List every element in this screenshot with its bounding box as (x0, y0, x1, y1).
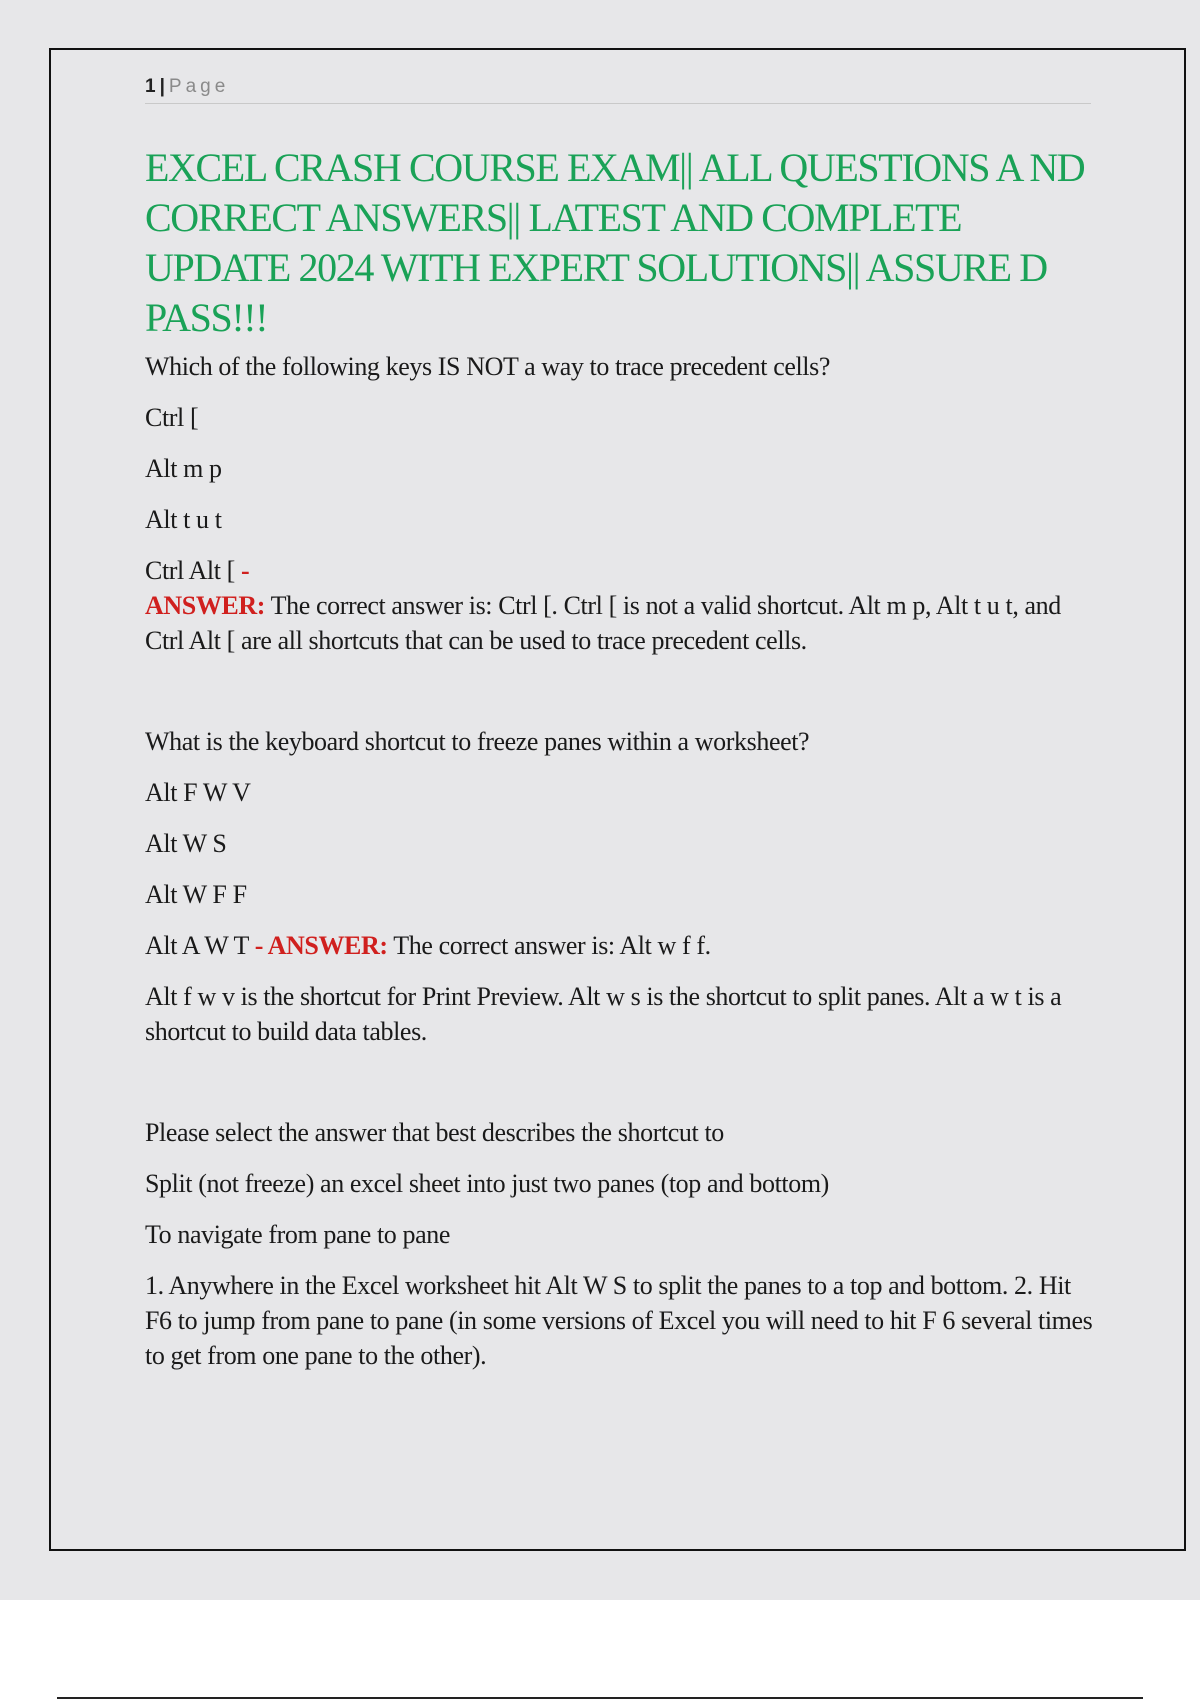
q1-answer-dash: - (241, 556, 250, 585)
q2-explanation: Alt f w v is the shortcut for Print Preview. Alt w s is the shortcut to split panes. Alt a w t is a shortcut to build data tables. (145, 982, 1062, 1046)
q2-question: What is the keyboard shortcut to freeze panes within a worksheet? (145, 727, 810, 756)
next-page-area (0, 1600, 1200, 1700)
page-header-separator: | (159, 76, 165, 97)
page-header (145, 75, 1091, 104)
q1-option-2: Alt m p (145, 454, 222, 483)
q2-answer-prefix: - (254, 931, 268, 960)
q1-option-1: Ctrl [ (145, 403, 199, 432)
q3-line-2: Split (not freeze) an excel sheet into just two panes (top and bottom) (145, 1169, 829, 1198)
q3-line-1: Please select the answer that best describes the shortcut to (145, 1118, 724, 1147)
q2-option-3: Alt W F F (145, 880, 247, 909)
q3-line-4: 1. Anywhere in the Excel worksheet hit Alt W S to split the panes to a top and bottom. 2. Hit F6 to jump from pane to pane (in some versions of Excel you will need to hit F 6 several times to get from one pane to the other). (145, 1271, 1093, 1370)
q2-answer-text: The correct answer is: Alt w f f. (387, 931, 711, 960)
q2-option-4-text: Alt A W T (145, 931, 255, 960)
document-body (145, 143, 1095, 1373)
document-title: EXCEL CRASH COURSE EXAM|| ALL QUESTIONS A ND CORRECT ANSWERS|| LATEST AND COMPLETE UPDATE 2024 WITH EXPERT SOLUTIONS|| ASSURE D PASS!!! (145, 145, 1085, 340)
q1-option-4 (145, 553, 1095, 588)
page-number: 1 (145, 76, 156, 97)
q2-answer-label: ANSWER: (267, 931, 388, 960)
page-word: Page (168, 76, 230, 97)
q3-line-3: To navigate from pane to pane (145, 1220, 450, 1249)
q1-option-3: Alt t u t (145, 505, 222, 534)
next-page-rule (57, 1697, 1143, 1699)
q2-option-1: Alt F W V (145, 778, 251, 807)
q1-question: Which of the following keys IS NOT a way to trace precedent cells? (145, 352, 830, 381)
q2-option-4 (145, 928, 1095, 963)
q2-option-2: Alt W S (145, 829, 227, 858)
q1-answer (145, 588, 1095, 658)
q1-answer-text: The correct answer is: Ctrl [. Ctrl [ is not a valid shortcut. Alt m p, Alt t u t, and Ctrl Alt [ are all shortcuts that can be used to trace precedent cells. (145, 591, 1061, 655)
q1-answer-label: ANSWER: (145, 591, 265, 620)
q1-option-4-text: Ctrl Alt [ (145, 556, 241, 585)
